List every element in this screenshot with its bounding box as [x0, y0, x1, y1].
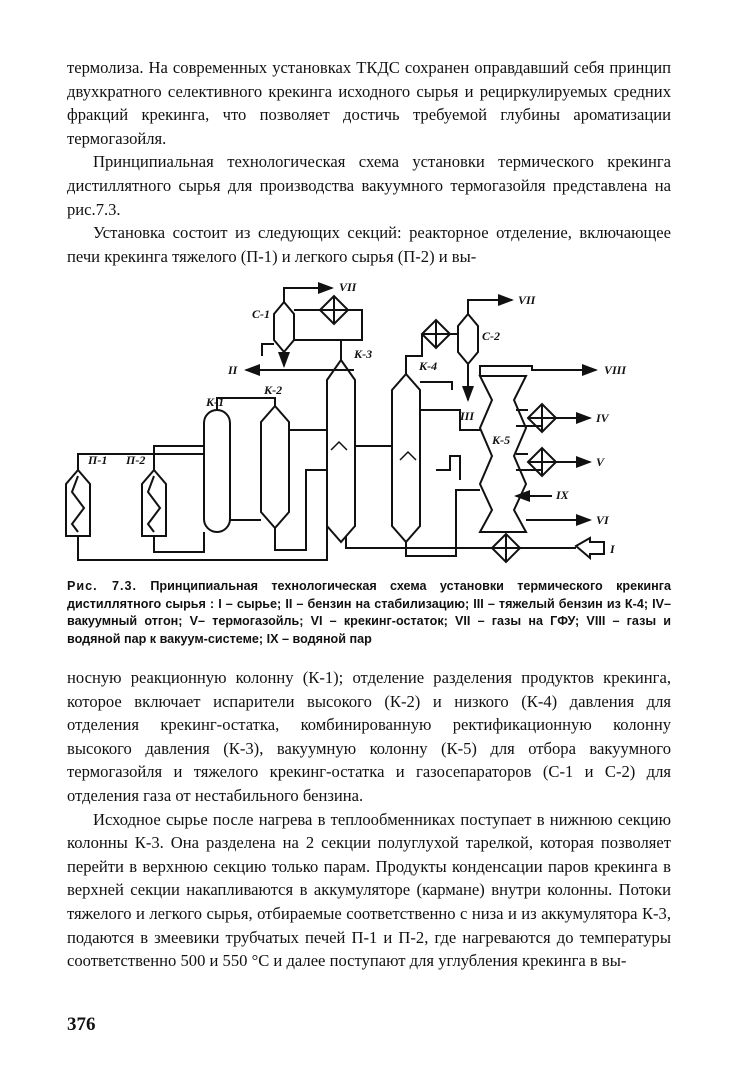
exchanger-top-left	[320, 296, 348, 324]
caption-label: Рис. 7.3.	[67, 579, 138, 593]
furnace-p1	[66, 470, 90, 536]
label-vi: VI	[596, 513, 609, 527]
label-iii: III	[460, 409, 475, 423]
column-k3	[327, 360, 355, 542]
text-block-top	[67, 56, 671, 268]
label-s2: С-2	[482, 329, 500, 343]
process-flow-diagram	[56, 270, 680, 582]
page-number: 376	[67, 1014, 96, 1035]
label-i: I	[610, 542, 615, 556]
column-k4	[392, 374, 420, 542]
figure-caption	[67, 578, 671, 648]
text-block-bottom	[67, 666, 671, 973]
paragraph: Принципиальная технологическая схема установки термического крекинга дистиллятного сырья для производства вакуумного термогазойля представлена на рис.7.3.	[67, 152, 671, 219]
label-viii: VIII	[604, 363, 627, 377]
column-k1	[204, 410, 230, 532]
label-v: V	[596, 455, 605, 469]
label-k4: К-4	[419, 359, 438, 373]
exchanger-top-mid	[422, 320, 450, 348]
label-k3: К-3	[354, 347, 373, 361]
label-vii-b: VII	[518, 293, 536, 307]
label-ix: IX	[556, 488, 569, 502]
label-p2: П-2	[126, 453, 146, 467]
paragraph: термолиза. На современных установках ТКДС сохранен оправдавший себя принцип двухкратного селективного крекинга исходного сырья и рециркулируемых средних фракций крекинга, что позволяет достичь требуемой глубины ароматизации термогазойля.	[67, 58, 671, 148]
label-k1: К-1	[206, 395, 225, 409]
label-vii-a: VII	[339, 280, 357, 294]
paragraph: Установка состоит из следующих секций: реакторное отделение, включающее печи крекинга тяжелого (П-1) и легкого сырья (П-2) и вы-	[67, 223, 671, 266]
column-k2	[261, 406, 289, 528]
paragraph: носную реакционную колонну (К-1); отделение разделения продуктов крекинга, которое включает испарители высокого (К-2) и низкого (К-4) давления для отделения крекинг-остатка, комбинированную ректификационную колонну высокого давления (К-3), вакуумную колонну (К-5) для отбора вакуумного термогазойля и тяжелого крекинг-остатка и газосепараторов (С-1 и С-2) для отделения газа от нестабильного бензина.	[67, 668, 671, 805]
label-k5: К-5	[492, 433, 511, 447]
furnace-p2	[142, 470, 166, 536]
separator-c1	[274, 302, 294, 352]
label-p1: П-1	[88, 453, 108, 467]
label-s1: С-1	[252, 307, 270, 321]
caption-text: Принципиальная технологическая схема установки термического крекинга дистиллятного сырья : I – сырье; II – бензин на стабилизацию; III – тяжелый бензин из К-4; IV– вакуумный отгон; V– термогазойль; VI – крекинг-остаток; VII – газы на ГФУ; VIII – газы и водяной пар к вакуум-системе; IX – водяной пар	[67, 579, 671, 646]
diagram-svg	[56, 270, 680, 582]
label-ii: II	[228, 363, 238, 377]
label-iv: IV	[596, 411, 609, 425]
label-k2: К-2	[264, 383, 283, 397]
paragraph: Исходное сырье после нагрева в теплообменниках поступает в нижнюю секцию колонны К-3. Она разделена на 2 секции полуглухой тарелкой, которая позволяет перейти в верхнюю секцию только парам. Продукты конденсации паров крекинга в верхней секции накапливаются в аккумуляторе (кармане) внутри колонны. Потоки тяжелого и легкого сырья, отбираемые соответственно с низа и из аккумулятора К-3, подаются в змеевики трубчатых печей П-1 и П-2, где нагреваются до температуры соответственно 500 и 550 °С и далее поступают для углубления крекинга в вы-	[67, 809, 671, 971]
separator-c2	[458, 314, 478, 364]
exchanger-bottom	[492, 534, 520, 562]
